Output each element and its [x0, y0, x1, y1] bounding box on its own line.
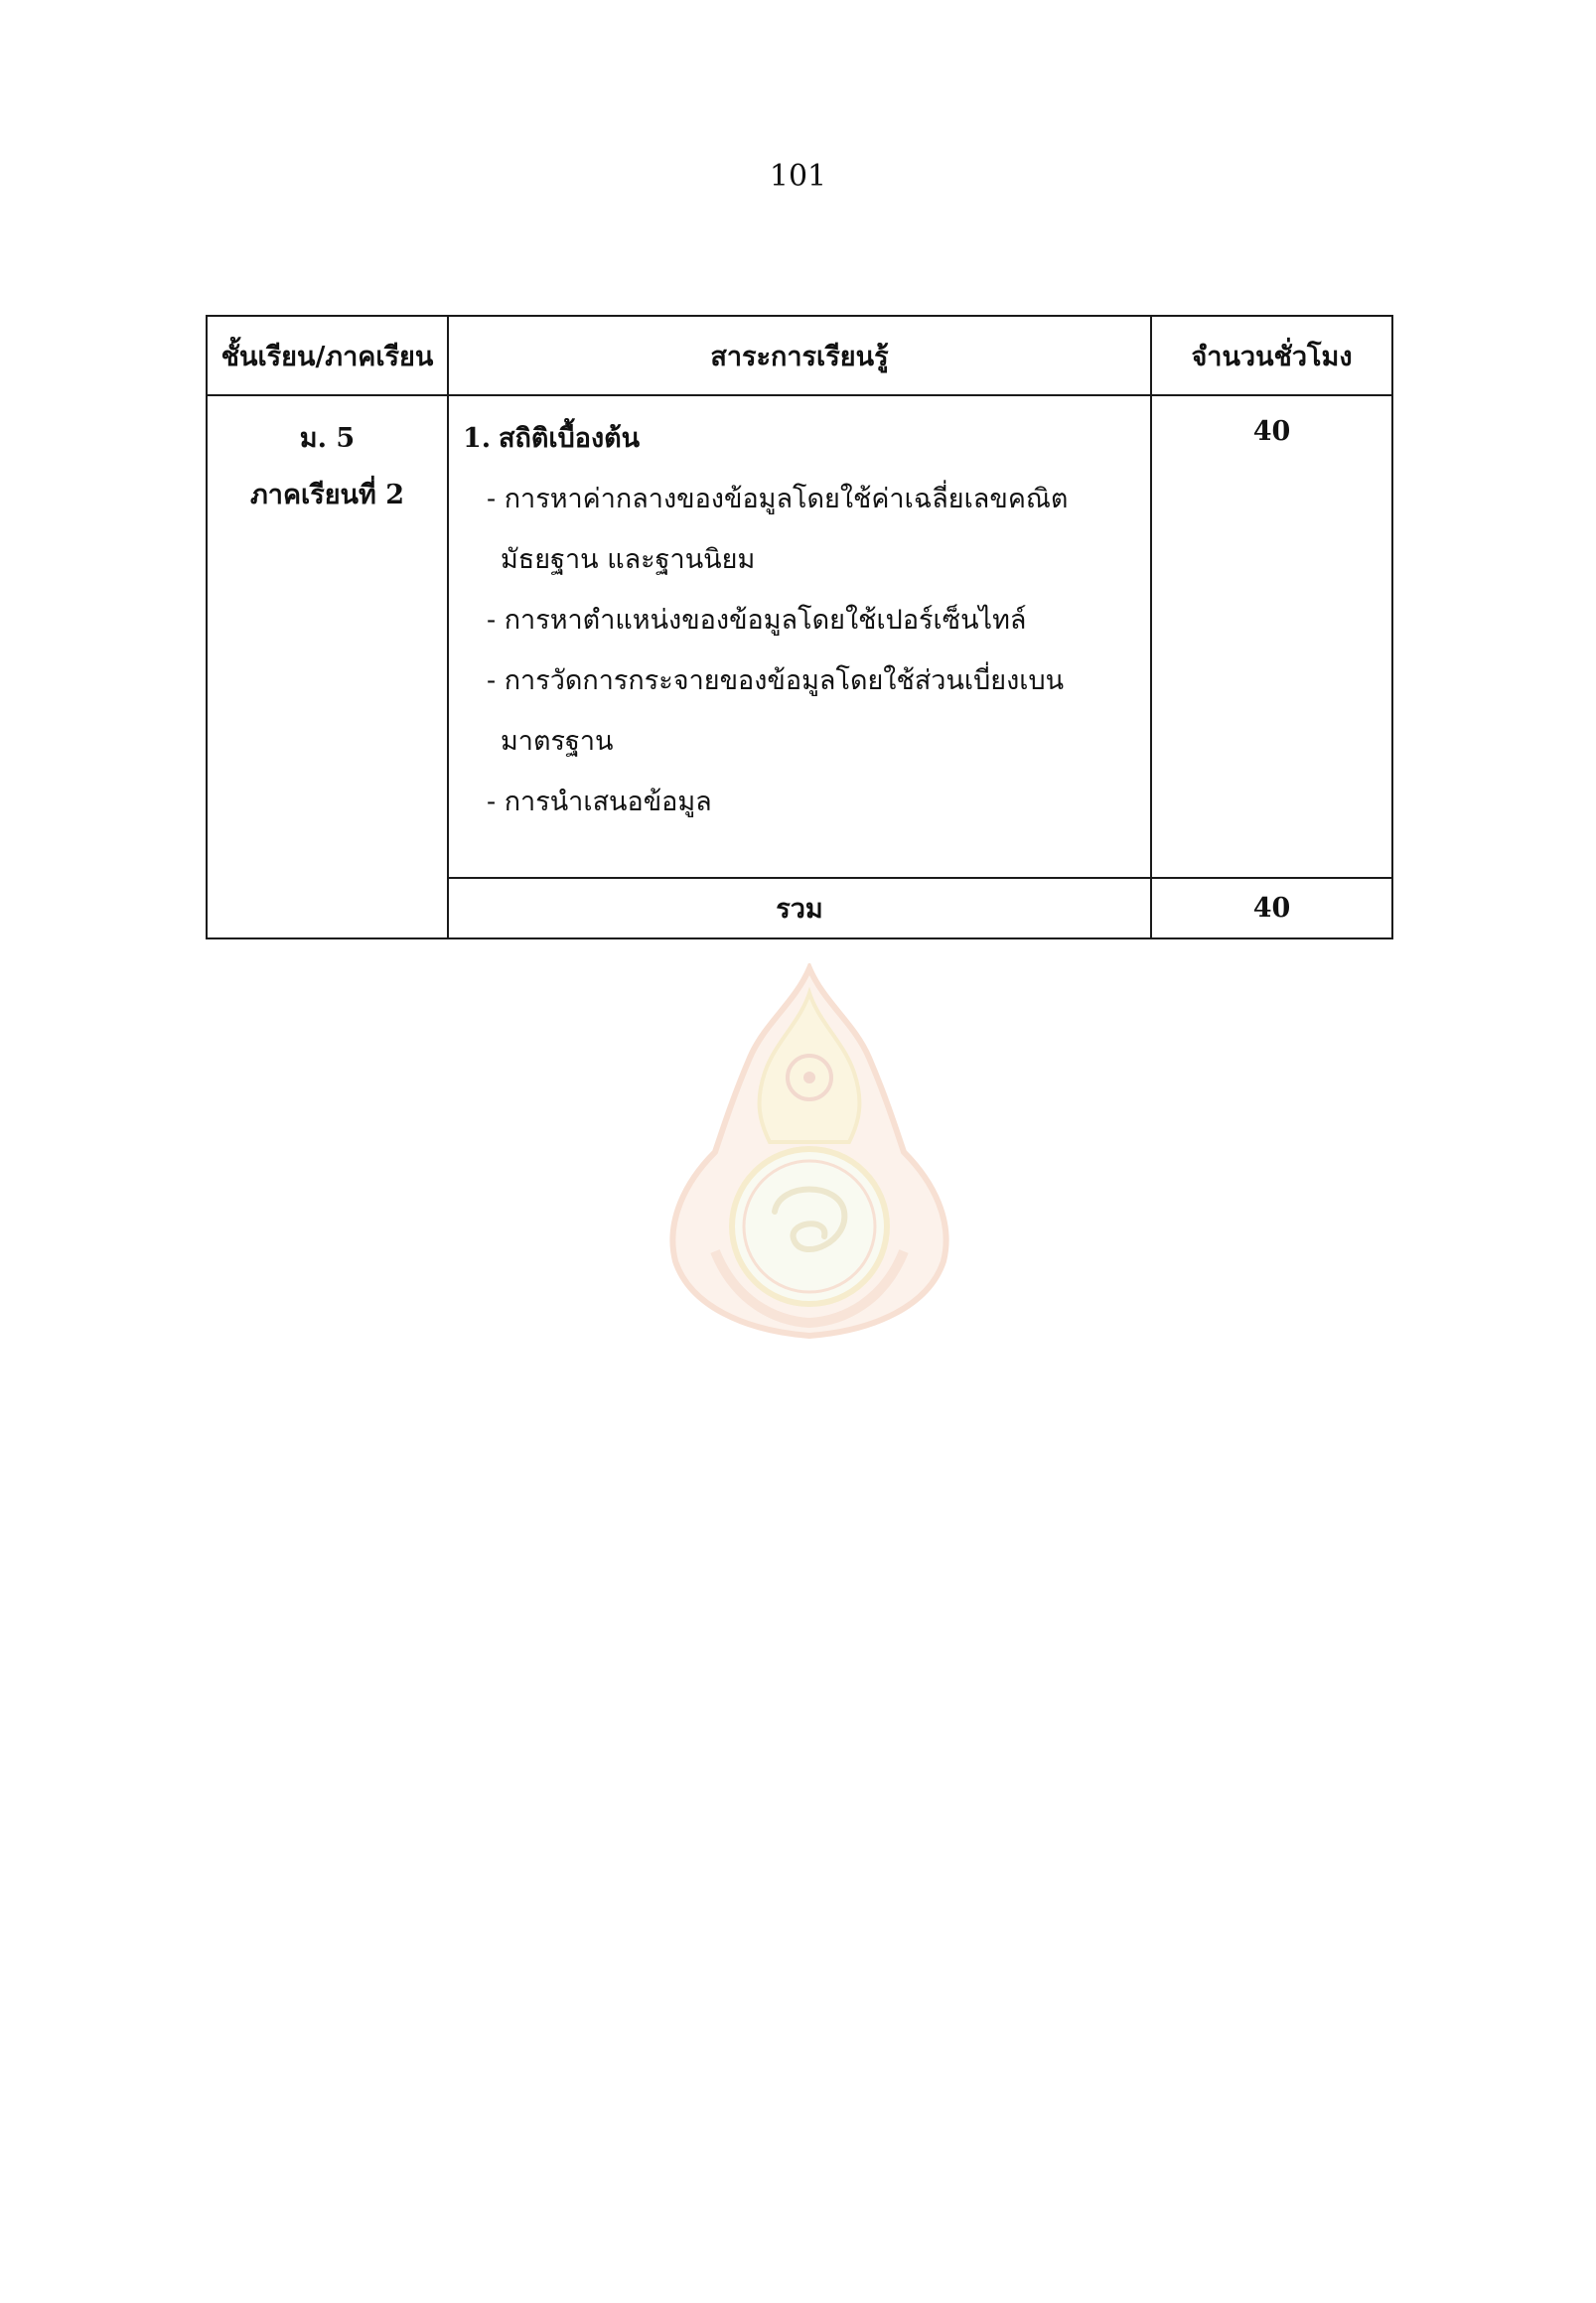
semester: ภาคเรียนที่ 2	[249, 480, 404, 510]
header-grade: ชั้นเรียน/ภาคเรียน	[207, 316, 448, 395]
list-item-line: มัธยฐาน และฐานนิยม	[501, 544, 756, 575]
list-item-line: มาตรฐาน	[501, 726, 614, 757]
total-label: รวม	[448, 878, 1151, 938]
list-item	[463, 469, 1140, 590]
list-item	[463, 650, 1140, 772]
list-item	[463, 590, 1140, 650]
header-content: สาระการเรียนรู้	[448, 316, 1151, 395]
list-item-line: - การนำเสนอข้อมูล	[487, 787, 712, 817]
content-cell	[448, 395, 1151, 878]
list-item-line: - การวัดการกระจายของข้อมูลโดยใช้ส่วนเบี่ยงเบน	[487, 665, 1065, 696]
grade-level: ม. 5	[299, 423, 356, 454]
topic-title	[463, 408, 1140, 469]
list-item-line: - การหาตำแหน่งของข้อมูลโดยใช้เปอร์เซ็นไทล์	[487, 605, 1027, 636]
list-item-line: - การหาค่ากลางของข้อมูลโดยใช้ค่าเฉลี่ยเลขคณิต	[487, 484, 1069, 514]
topic-number: 1.	[463, 423, 492, 454]
ministry-seal-icon	[655, 963, 963, 1341]
list-item	[463, 772, 1140, 832]
header-hours: จำนวนชั่วโมง	[1151, 316, 1392, 395]
hours-cell: 40	[1151, 395, 1392, 878]
curriculum-table	[206, 315, 1393, 939]
table-row	[207, 395, 1392, 878]
topic-title-text: สถิติเบื้องต้น	[499, 423, 641, 454]
total-hours: 40	[1151, 878, 1392, 938]
table-header-row	[207, 316, 1392, 395]
page-number: 101	[769, 159, 827, 194]
grade-cell	[207, 395, 448, 938]
